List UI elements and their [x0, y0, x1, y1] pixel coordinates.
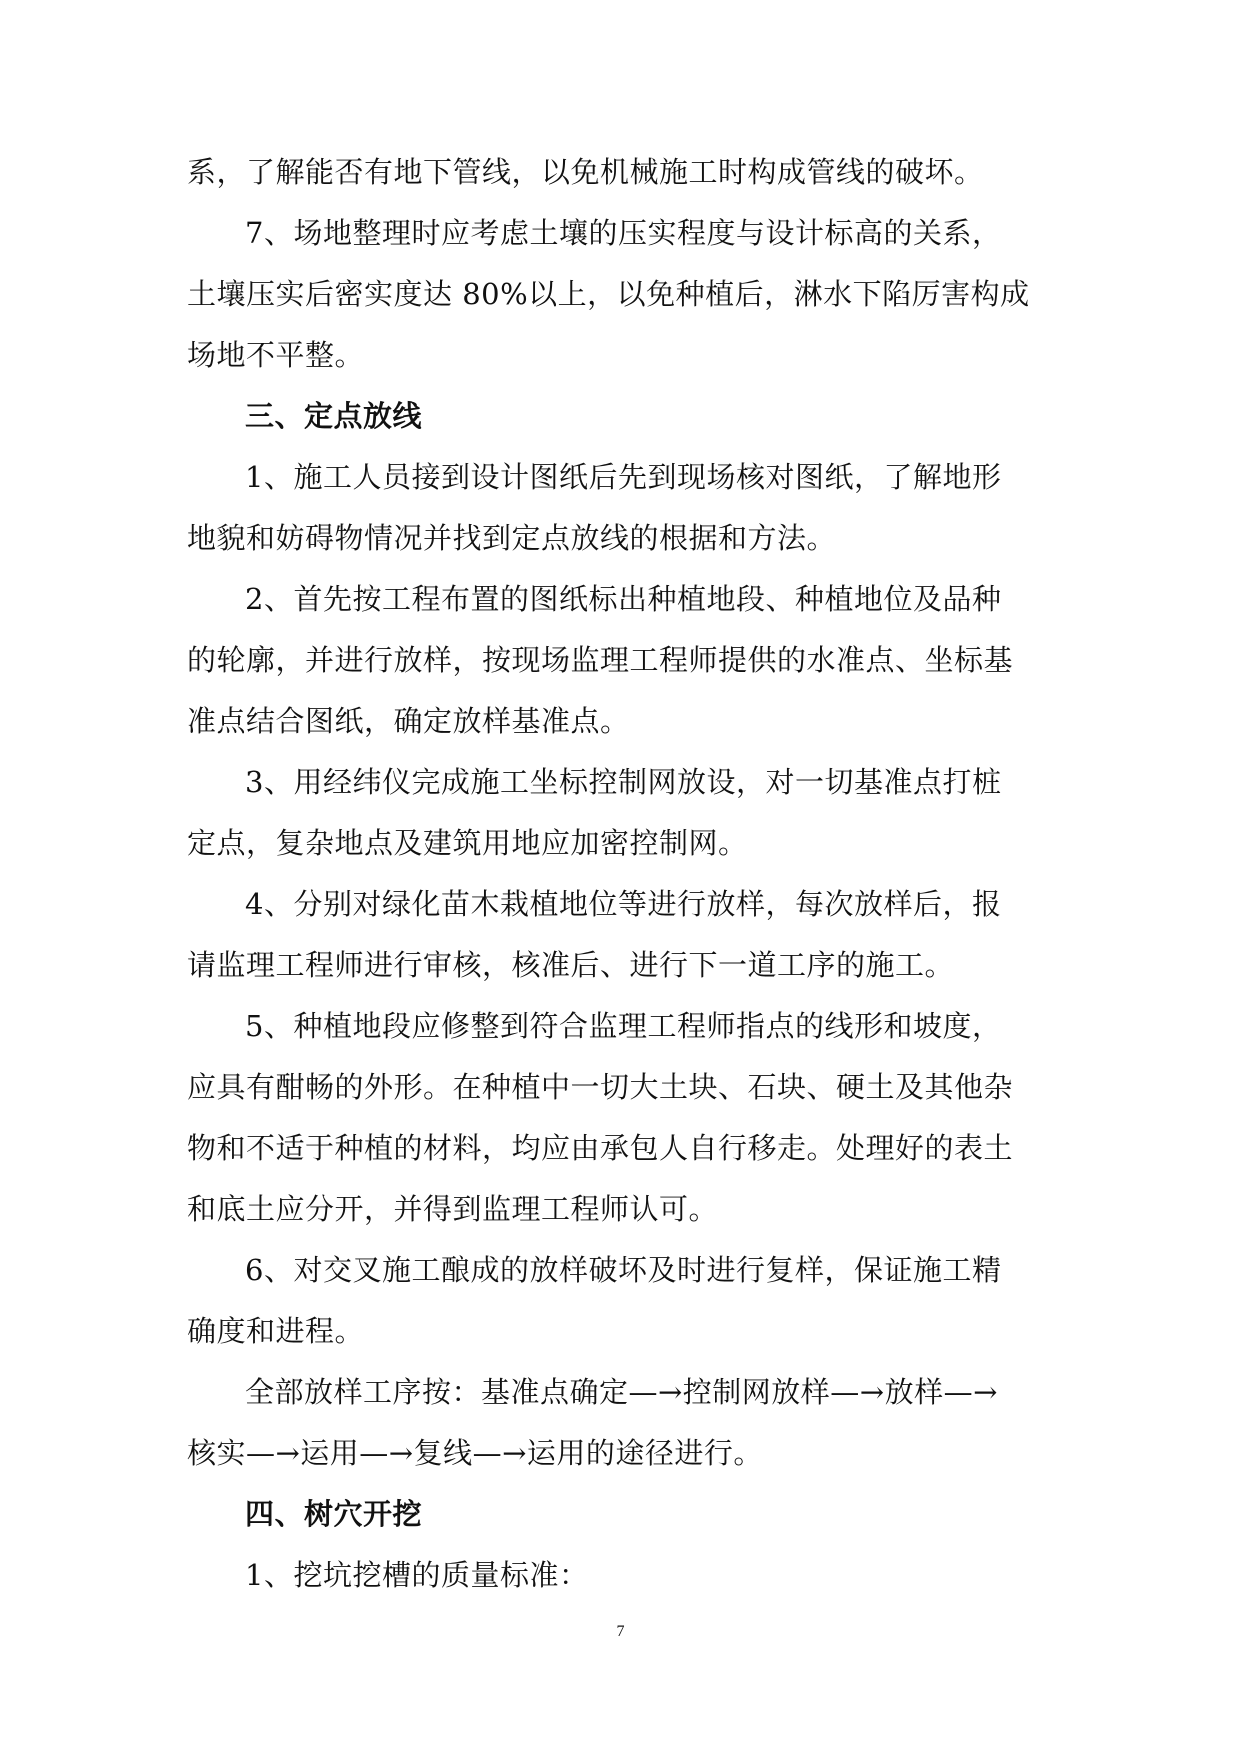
page-body: [187, 142, 1055, 1606]
text-line: 2、首先按工程布置的图纸标出种植地段、种植地位及品种: [245, 582, 1002, 616]
page-number: 7: [616, 1623, 625, 1640]
text-line: 定点，复杂地点及建筑用地应加密控制网。: [187, 826, 748, 860]
section-heading: 四、树穴开挖: [245, 1497, 423, 1531]
text-line: 3、用经纬仪完成施工坐标控制网放设，对一切基准点打桩: [245, 765, 1002, 799]
text-line: 准点结合图纸，确定放样基准点。: [187, 704, 630, 738]
text-line: 1、挖坑挖槽的质量标准：: [245, 1558, 589, 1592]
text-line: 系，了解能否有地下管线，以免机械施工时构成管线的破坏。: [187, 155, 984, 189]
text-line: 土壤压实后密实度达 80%以上，以免种植后，淋水下陷厉害构成: [187, 277, 1030, 311]
text-line: 确度和进程。: [187, 1314, 365, 1348]
text-line: 的轮廓，并进行放样，按现场监理工程师提供的水准点、坐标基: [187, 643, 1014, 677]
text-line: 请监理工程师进行审核，核准后、进行下一道工序的施工。: [187, 948, 955, 982]
text-line: 核实—→运用—→复线—→运用的途径进行。: [187, 1436, 763, 1470]
section-heading: 三、定点放线: [245, 399, 423, 433]
text-line: 场地不平整。: [187, 338, 365, 372]
text-line: 4、分别对绿化苗木栽植地位等进行放样，每次放样后，报: [245, 887, 1002, 921]
text-line: 7、场地整理时应考虑土壤的压实程度与设计标高的关系，: [245, 216, 1002, 250]
text-line: 物和不适于种植的材料，均应由承包人自行移走。处理好的表土: [187, 1131, 1014, 1165]
text-line: 地貌和妨碍物情况并找到定点放线的根据和方法。: [187, 521, 837, 555]
text-line: 应具有酣畅的外形。在种植中一切大土块、石块、硬土及其他杂: [187, 1070, 1014, 1104]
text-line: 6、对交叉施工酿成的放样破坏及时进行复样，保证施工精: [245, 1253, 1002, 1287]
text-line: 5、种植地段应修整到符合监理工程师指点的线形和坡度，: [245, 1009, 1002, 1043]
text-line: 全部放样工序按：基准点确定—→控制网放样—→放样—→: [245, 1375, 998, 1409]
text-line: 和底土应分开，并得到监理工程师认可。: [187, 1192, 719, 1226]
text-line: 1、施工人员接到设计图纸后先到现场核对图纸，了解地形: [245, 460, 1002, 494]
